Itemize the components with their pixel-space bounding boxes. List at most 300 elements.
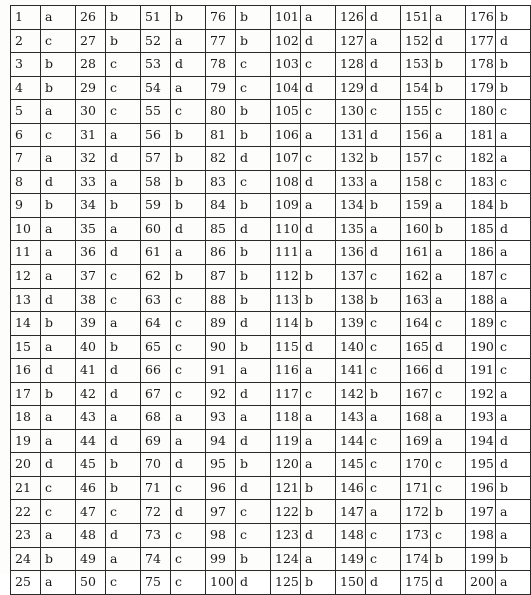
answer-letter-cell: b: [171, 6, 206, 30]
question-number-cell: 56: [141, 123, 171, 147]
table-row: [11, 76, 531, 100]
answer-letter-cell: b: [301, 265, 336, 289]
answer-letter-cell: a: [366, 29, 401, 53]
answer-letter-cell: a: [431, 123, 466, 147]
question-number-cell: 185: [466, 217, 496, 241]
question-number-cell: 35: [76, 217, 106, 241]
question-number-cell: 74: [141, 547, 171, 571]
answer-letter-cell: b: [366, 194, 401, 218]
question-number-cell: 24: [11, 547, 41, 571]
question-number-cell: 137: [336, 265, 366, 289]
question-number-cell: 2: [11, 29, 41, 53]
answer-letter-cell: d: [236, 217, 271, 241]
answer-letter-cell: b: [171, 194, 206, 218]
question-number-cell: 198: [466, 524, 496, 548]
question-number-cell: 101: [271, 6, 301, 30]
question-number-cell: 168: [401, 406, 431, 430]
answer-letter-cell: b: [236, 123, 271, 147]
question-number-cell: 1: [11, 6, 41, 30]
question-number-cell: 197: [466, 500, 496, 524]
question-number-cell: 161: [401, 241, 431, 265]
question-number-cell: 45: [76, 453, 106, 477]
answer-letter-cell: a: [496, 406, 531, 430]
answer-letter-cell: b: [41, 76, 76, 100]
question-number-cell: 156: [401, 123, 431, 147]
table-row: [11, 217, 531, 241]
question-number-cell: 84: [206, 194, 236, 218]
answer-letter-cell: b: [106, 29, 141, 53]
question-number-cell: 121: [271, 476, 301, 500]
answer-letter-cell: c: [431, 476, 466, 500]
answer-letter-cell: b: [496, 76, 531, 100]
question-number-cell: 173: [401, 524, 431, 548]
answer-letter-cell: b: [171, 123, 206, 147]
answer-letter-cell: a: [41, 6, 76, 30]
answer-letter-cell: a: [496, 382, 531, 406]
answer-letter-cell: c: [106, 76, 141, 100]
table-row: [11, 406, 531, 430]
answer-letter-cell: c: [496, 265, 531, 289]
question-number-cell: 171: [401, 476, 431, 500]
answer-letter-cell: a: [431, 194, 466, 218]
question-number-cell: 160: [401, 217, 431, 241]
answer-letter-cell: a: [496, 241, 531, 265]
answer-letter-cell: c: [301, 382, 336, 406]
question-number-cell: 107: [271, 147, 301, 171]
question-number-cell: 88: [206, 288, 236, 312]
table-row: [11, 476, 531, 500]
answer-letter-cell: d: [171, 217, 206, 241]
answer-letter-cell: b: [301, 476, 336, 500]
answer-letter-cell: b: [41, 312, 76, 336]
question-number-cell: 78: [206, 53, 236, 77]
answer-letter-cell: d: [366, 571, 401, 595]
question-number-cell: 199: [466, 547, 496, 571]
answer-letter-cell: b: [236, 335, 271, 359]
question-number-cell: 139: [336, 312, 366, 336]
question-number-cell: 46: [76, 476, 106, 500]
answer-letter-cell: c: [171, 524, 206, 548]
answer-letter-cell: a: [171, 429, 206, 453]
answer-letter-cell: b: [171, 147, 206, 171]
answer-letter-cell: d: [496, 453, 531, 477]
question-number-cell: 177: [466, 29, 496, 53]
answer-letter-cell: b: [236, 453, 271, 477]
answer-letter-cell: c: [171, 359, 206, 383]
question-number-cell: 42: [76, 382, 106, 406]
question-number-cell: 132: [336, 147, 366, 171]
answer-letter-cell: a: [106, 312, 141, 336]
question-number-cell: 134: [336, 194, 366, 218]
table-row: [11, 265, 531, 289]
question-number-cell: 19: [11, 429, 41, 453]
table-row: [11, 500, 531, 524]
question-number-cell: 123: [271, 524, 301, 548]
question-number-cell: 44: [76, 429, 106, 453]
answer-letter-cell: a: [41, 571, 76, 595]
answer-letter-cell: b: [171, 170, 206, 194]
question-number-cell: 118: [271, 406, 301, 430]
answer-letter-cell: a: [41, 406, 76, 430]
question-number-cell: 20: [11, 453, 41, 477]
question-number-cell: 114: [271, 312, 301, 336]
question-number-cell: 39: [76, 312, 106, 336]
question-number-cell: 68: [141, 406, 171, 430]
answer-letter-cell: a: [496, 123, 531, 147]
answer-letter-cell: d: [366, 53, 401, 77]
answer-letter-cell: d: [236, 382, 271, 406]
question-number-cell: 138: [336, 288, 366, 312]
question-number-cell: 4: [11, 76, 41, 100]
answer-letter-cell: a: [431, 429, 466, 453]
answer-letter-cell: b: [236, 100, 271, 124]
answer-letter-cell: a: [301, 241, 336, 265]
question-number-cell: 6: [11, 123, 41, 147]
table-row: [11, 194, 531, 218]
question-number-cell: 55: [141, 100, 171, 124]
question-number-cell: 13: [11, 288, 41, 312]
question-number-cell: 151: [401, 6, 431, 30]
answer-key-table: [10, 5, 531, 595]
answer-letter-cell: b: [236, 547, 271, 571]
question-number-cell: 63: [141, 288, 171, 312]
question-number-cell: 32: [76, 147, 106, 171]
question-number-cell: 25: [11, 571, 41, 595]
answer-letter-cell: d: [496, 429, 531, 453]
question-number-cell: 97: [206, 500, 236, 524]
question-number-cell: 159: [401, 194, 431, 218]
answer-letter-cell: b: [496, 476, 531, 500]
answer-letter-cell: c: [366, 429, 401, 453]
question-number-cell: 154: [401, 76, 431, 100]
question-number-cell: 64: [141, 312, 171, 336]
answer-letter-cell: c: [496, 312, 531, 336]
question-number-cell: 166: [401, 359, 431, 383]
answer-letter-cell: b: [431, 53, 466, 77]
question-number-cell: 182: [466, 147, 496, 171]
question-number-cell: 40: [76, 335, 106, 359]
answer-letter-cell: a: [301, 547, 336, 571]
question-number-cell: 70: [141, 453, 171, 477]
answer-letter-cell: d: [366, 123, 401, 147]
question-number-cell: 108: [271, 170, 301, 194]
answer-letter-cell: c: [496, 335, 531, 359]
answer-letter-cell: a: [41, 241, 76, 265]
answer-letter-cell: d: [301, 217, 336, 241]
question-number-cell: 3: [11, 53, 41, 77]
table-row: [11, 429, 531, 453]
answer-letter-cell: d: [236, 571, 271, 595]
question-number-cell: 94: [206, 429, 236, 453]
question-number-cell: 148: [336, 524, 366, 548]
question-number-cell: 193: [466, 406, 496, 430]
answer-letter-cell: c: [41, 123, 76, 147]
answer-letter-cell: c: [366, 476, 401, 500]
answer-letter-cell: b: [236, 288, 271, 312]
answer-letter-cell: a: [431, 406, 466, 430]
question-number-cell: 113: [271, 288, 301, 312]
question-number-cell: 179: [466, 76, 496, 100]
question-number-cell: 181: [466, 123, 496, 147]
question-number-cell: 187: [466, 265, 496, 289]
answer-letter-cell: d: [366, 6, 401, 30]
question-number-cell: 194: [466, 429, 496, 453]
question-number-cell: 73: [141, 524, 171, 548]
answer-letter-cell: a: [431, 6, 466, 30]
answer-letter-cell: d: [301, 170, 336, 194]
answer-letter-cell: c: [431, 147, 466, 171]
question-number-cell: 61: [141, 241, 171, 265]
answer-letter-cell: c: [41, 476, 76, 500]
question-number-cell: 99: [206, 547, 236, 571]
answer-letter-cell: a: [301, 406, 336, 430]
answer-letter-cell: d: [236, 429, 271, 453]
answer-letter-cell: c: [366, 312, 401, 336]
answer-letter-cell: b: [41, 382, 76, 406]
question-number-cell: 33: [76, 170, 106, 194]
answer-letter-cell: a: [41, 217, 76, 241]
question-number-cell: 116: [271, 359, 301, 383]
answer-letter-cell: a: [496, 524, 531, 548]
answer-letter-cell: d: [496, 29, 531, 53]
answer-letter-cell: c: [366, 265, 401, 289]
answer-letter-cell: a: [41, 429, 76, 453]
answer-letter-cell: d: [431, 29, 466, 53]
answer-letter-cell: b: [106, 453, 141, 477]
question-number-cell: 81: [206, 123, 236, 147]
question-number-cell: 119: [271, 429, 301, 453]
answer-letter-cell: b: [366, 147, 401, 171]
question-number-cell: 79: [206, 76, 236, 100]
answer-letter-cell: a: [236, 359, 271, 383]
question-number-cell: 14: [11, 312, 41, 336]
question-number-cell: 57: [141, 147, 171, 171]
table-row: [11, 524, 531, 548]
answer-letter-cell: c: [236, 500, 271, 524]
question-number-cell: 31: [76, 123, 106, 147]
question-number-cell: 30: [76, 100, 106, 124]
answer-letter-cell: c: [106, 288, 141, 312]
answer-letter-cell: d: [236, 147, 271, 171]
question-number-cell: 117: [271, 382, 301, 406]
question-number-cell: 146: [336, 476, 366, 500]
answer-letter-cell: d: [301, 76, 336, 100]
answer-letter-cell: b: [106, 194, 141, 218]
question-number-cell: 16: [11, 359, 41, 383]
answer-letter-cell: c: [106, 500, 141, 524]
answer-letter-cell: b: [301, 571, 336, 595]
question-number-cell: 49: [76, 547, 106, 571]
answer-letter-cell: d: [106, 147, 141, 171]
table-row: [11, 123, 531, 147]
answer-letter-cell: a: [496, 500, 531, 524]
question-number-cell: 26: [76, 6, 106, 30]
answer-letter-cell: c: [366, 547, 401, 571]
question-number-cell: 50: [76, 571, 106, 595]
answer-letter-cell: d: [106, 524, 141, 548]
question-number-cell: 71: [141, 476, 171, 500]
table-row: [11, 571, 531, 595]
answer-letter-cell: b: [236, 265, 271, 289]
question-number-cell: 37: [76, 265, 106, 289]
answer-letter-cell: d: [106, 429, 141, 453]
question-number-cell: 48: [76, 524, 106, 548]
question-number-cell: 127: [336, 29, 366, 53]
answer-letter-cell: d: [41, 170, 76, 194]
answer-letter-cell: a: [41, 524, 76, 548]
answer-letter-cell: a: [366, 217, 401, 241]
answer-letter-cell: d: [366, 76, 401, 100]
question-number-cell: 109: [271, 194, 301, 218]
answer-letter-cell: c: [366, 335, 401, 359]
question-number-cell: 36: [76, 241, 106, 265]
question-number-cell: 86: [206, 241, 236, 265]
answer-letter-cell: a: [301, 123, 336, 147]
question-number-cell: 90: [206, 335, 236, 359]
question-number-cell: 23: [11, 524, 41, 548]
answer-letter-cell: d: [301, 29, 336, 53]
question-number-cell: 170: [401, 453, 431, 477]
answer-key-body: [11, 6, 531, 595]
question-number-cell: 58: [141, 170, 171, 194]
question-number-cell: 83: [206, 170, 236, 194]
question-number-cell: 11: [11, 241, 41, 265]
table-row: [11, 382, 531, 406]
question-number-cell: 17: [11, 382, 41, 406]
question-number-cell: 110: [271, 217, 301, 241]
table-row: [11, 147, 531, 171]
answer-letter-cell: d: [431, 571, 466, 595]
answer-letter-cell: b: [496, 6, 531, 30]
answer-letter-cell: b: [236, 194, 271, 218]
answer-letter-cell: c: [496, 100, 531, 124]
answer-letter-cell: c: [236, 524, 271, 548]
question-number-cell: 136: [336, 241, 366, 265]
answer-letter-cell: c: [171, 476, 206, 500]
answer-letter-cell: d: [171, 53, 206, 77]
question-number-cell: 7: [11, 147, 41, 171]
answer-letter-cell: b: [301, 288, 336, 312]
table-row: [11, 6, 531, 30]
question-number-cell: 165: [401, 335, 431, 359]
answer-letter-cell: d: [496, 217, 531, 241]
answer-letter-cell: b: [106, 335, 141, 359]
answer-letter-cell: a: [106, 217, 141, 241]
answer-letter-cell: c: [301, 100, 336, 124]
question-number-cell: 196: [466, 476, 496, 500]
answer-letter-cell: d: [236, 476, 271, 500]
table-row: [11, 170, 531, 194]
question-number-cell: 131: [336, 123, 366, 147]
answer-letter-cell: a: [236, 406, 271, 430]
question-number-cell: 153: [401, 53, 431, 77]
question-number-cell: 188: [466, 288, 496, 312]
question-number-cell: 141: [336, 359, 366, 383]
answer-letter-cell: c: [431, 170, 466, 194]
question-number-cell: 54: [141, 76, 171, 100]
answer-letter-cell: c: [431, 524, 466, 548]
answer-letter-cell: a: [41, 147, 76, 171]
question-number-cell: 89: [206, 312, 236, 336]
answer-letter-cell: a: [301, 6, 336, 30]
table-row: [11, 53, 531, 77]
question-number-cell: 189: [466, 312, 496, 336]
answer-letter-cell: d: [366, 241, 401, 265]
table-row: [11, 453, 531, 477]
question-number-cell: 104: [271, 76, 301, 100]
question-number-cell: 18: [11, 406, 41, 430]
answer-letter-cell: c: [366, 453, 401, 477]
answer-letter-cell: a: [496, 288, 531, 312]
answer-letter-cell: a: [301, 359, 336, 383]
answer-letter-cell: b: [236, 241, 271, 265]
question-number-cell: 12: [11, 265, 41, 289]
question-number-cell: 91: [206, 359, 236, 383]
answer-letter-cell: d: [41, 288, 76, 312]
answer-letter-cell: c: [366, 100, 401, 124]
answer-letter-cell: c: [236, 170, 271, 194]
question-number-cell: 145: [336, 453, 366, 477]
question-number-cell: 75: [141, 571, 171, 595]
answer-letter-cell: c: [171, 312, 206, 336]
question-number-cell: 95: [206, 453, 236, 477]
question-number-cell: 122: [271, 500, 301, 524]
question-number-cell: 176: [466, 6, 496, 30]
answer-letter-cell: a: [106, 406, 141, 430]
question-number-cell: 93: [206, 406, 236, 430]
answer-letter-cell: b: [431, 500, 466, 524]
question-number-cell: 72: [141, 500, 171, 524]
question-number-cell: 21: [11, 476, 41, 500]
question-number-cell: 190: [466, 335, 496, 359]
question-number-cell: 167: [401, 382, 431, 406]
answer-letter-cell: a: [41, 335, 76, 359]
question-number-cell: 155: [401, 100, 431, 124]
answer-letter-cell: a: [496, 571, 531, 595]
question-number-cell: 102: [271, 29, 301, 53]
answer-letter-cell: d: [301, 524, 336, 548]
answer-letter-cell: a: [106, 547, 141, 571]
question-number-cell: 8: [11, 170, 41, 194]
question-number-cell: 80: [206, 100, 236, 124]
answer-letter-cell: c: [431, 382, 466, 406]
answer-letter-cell: a: [41, 265, 76, 289]
question-number-cell: 162: [401, 265, 431, 289]
answer-letter-cell: b: [301, 312, 336, 336]
question-number-cell: 163: [401, 288, 431, 312]
answer-letter-cell: c: [236, 76, 271, 100]
answer-letter-cell: c: [366, 524, 401, 548]
question-number-cell: 59: [141, 194, 171, 218]
answer-letter-cell: c: [431, 312, 466, 336]
question-number-cell: 15: [11, 335, 41, 359]
question-number-cell: 129: [336, 76, 366, 100]
question-number-cell: 172: [401, 500, 431, 524]
answer-letter-cell: d: [106, 241, 141, 265]
question-number-cell: 128: [336, 53, 366, 77]
answer-letter-cell: a: [171, 241, 206, 265]
question-number-cell: 157: [401, 147, 431, 171]
question-number-cell: 135: [336, 217, 366, 241]
answer-letter-cell: a: [431, 241, 466, 265]
answer-letter-cell: a: [366, 406, 401, 430]
question-number-cell: 133: [336, 170, 366, 194]
answer-letter-cell: a: [301, 194, 336, 218]
question-number-cell: 28: [76, 53, 106, 77]
answer-letter-cell: b: [496, 194, 531, 218]
answer-letter-cell: d: [41, 453, 76, 477]
question-number-cell: 180: [466, 100, 496, 124]
